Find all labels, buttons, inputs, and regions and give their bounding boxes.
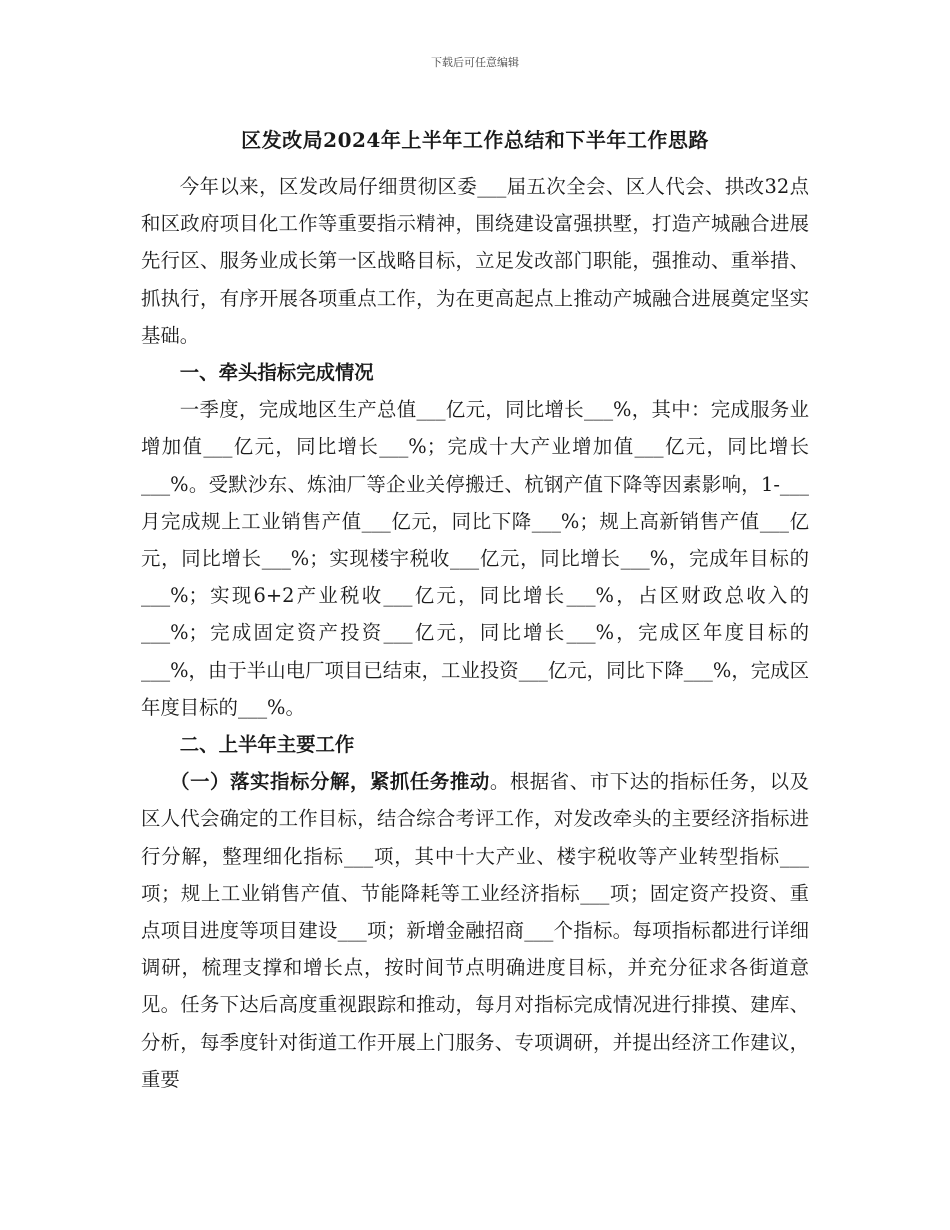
section-heading-2: 二、上半年主要工作	[179, 733, 355, 757]
paragraph-intro: 今年以来，区发改局仔细贯彻区委___届五次全会、区人代会、拱改32点和区政府项目化工作等重要指示精神，围绕建设富强拱墅，打造产城融合进展先行区、服务业成长第一区战略目标，立足发改部门职能，强推动、重举措、抓执行，有序开展各项重点工作，为在更高起点上推动产城融合进展奠定坚实基础。	[141, 175, 809, 347]
paragraph-task-text: 。根据省、市下达的指标任务，以及区人代会确定的工作目标，结合综合考评工作，对发改牵头的主要经济指标进行分解，整理细化指标___项，其中十大产业、楼宇税收等产业转型指标___项；规上工业销售产值、节能降耗等工业经济指标___项；固定资产投资、重点项目进度等项目建设___项；新增金融招商___个指标。每项指标都进行详细调研，梳理支撑和增长点，按时间节点明确进度目标，并充分征求各街道意见。任务下达后高度重视跟踪和推动，每月对指标完成情况进行排摸、建库、分析，每季度针对街道工作开展上门服务、专项调研，并提出经济工作建议，重要	[141, 770, 809, 1091]
document-title: 区发改局2024年上半年工作总结和下半年工作思路	[241, 128, 709, 152]
paragraph-indicators: 一季度，完成地区生产总值___亿元，同比增长___%，其中：完成服务业增加值___亿元，同比增长___%；完成十大产业增加值___亿元，同比增长___%。受默沙东、炼油厂等企业关停搬迁、杭钢产值下降等因素影响，1-___月完成规上工业销售产值___亿元，同比下降___%；规上高新销售产值___亿元，同比增长___%；实现楼宇税收___亿元，同比增长___%，完成年目标的___%；实现6+2产业税收___亿元，同比增长___%，占区财政总收入的___%；完成固定资产投资___亿元，同比增长___%，完成区年度目标的___%，由于半山电厂项目已结束，工业投资___亿元，同比下降___%，完成区年度目标的___%。	[141, 398, 809, 719]
paragraph-task-decomposition	[141, 763, 809, 1098]
section-heading-1: 一、牵头指标完成情况	[179, 361, 374, 385]
subheading-1: （一）落实指标分解，紧抓任务推动	[170, 770, 490, 794]
page-header: 下载后可任意编辑	[431, 56, 519, 69]
document-body	[141, 168, 809, 1098]
